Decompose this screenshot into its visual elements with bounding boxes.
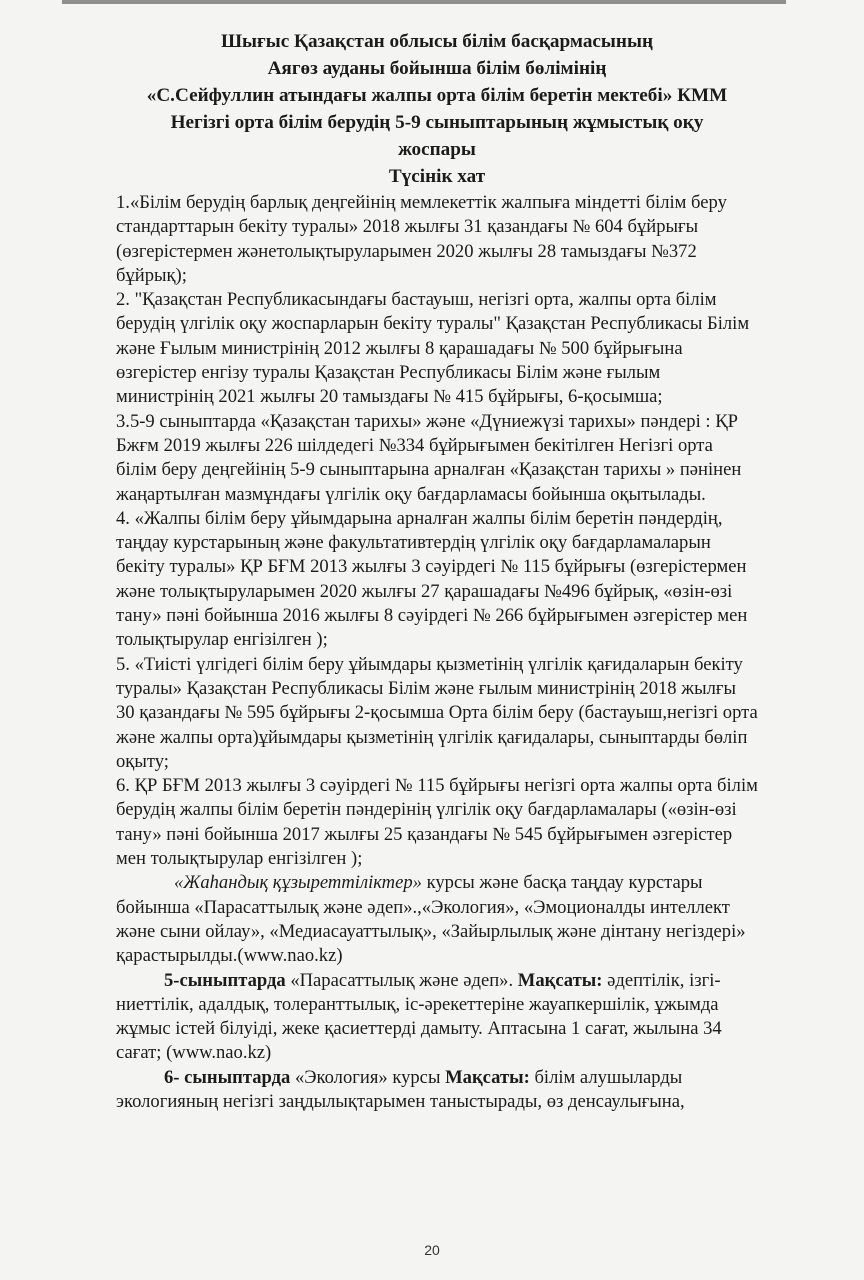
- grade-5-lead: 5-сыныптарда: [164, 969, 286, 991]
- list-item-6: 6. ҚР БҒМ 2013 жылғы 3 сәуірдегі № 115 бұйрығы негізгі орта жалпы орта білім берудің жалпы білім беретін пәндерінің үлгілік оқу бағдарламалары («өзін-өзі тану» пәні бойынша 2017 жылғы 25 қазандағы № 545 бұйрығымен әзгерістер мен толықтырулар енгізілген );: [116, 775, 758, 870]
- grade-6-paragraph: [116, 1066, 758, 1115]
- header-line-4: Негізгі орта білім берудің 5-9 сыныптарының жұмыстық оқу: [170, 112, 704, 133]
- list-item-4: 4. «Жалпы білім беру ұйымдарына арналған жалпы білім беретін пәндердің, таңдау курстарының және факультативтердің үлгілік оқу бағдарламаларын бекіту туралы» ҚР БҒМ 2013 жылғы 3 сәуірдегі № 115 бұйрығы (өзгерістермен және толықтыруларымен 2020 жылғы 27 қарашадағы №496 бұйрық, «өзін-өзі тану» пәні бойынша 2016 жылғы 8 сәуірдегі № 266 бұйрығымен әзгерістер мен толықтырулар енгізілген );: [116, 507, 748, 651]
- list-item-5: 5. «Тиісті үлгідегі білім беру ұйымдары қызметінің үлгілік қағидаларын бекіту туралы» Қазақстан Республикасы Білім және ғылым министрінің 2018 жылғы 30 қазандағы № 595 бұйрығы 2-қосымша Орта білім беру (бастауыш,негізгі орта және жалпы орта)ұйымдары қызметінің үлгілік қағидалары, сыныптарды бөліп оқыту;: [116, 653, 758, 772]
- document-body: [116, 191, 758, 1114]
- header-line-2: Аягөз ауданы бойынша білім бөлімінің: [267, 58, 607, 79]
- grade-5-course: «Парасаттылық және әдеп».: [285, 969, 518, 991]
- grade-5-text: әдептілік, ізгі-ниеттілік, адалдық, толеранттылық, іс-әрекеттеріне жауапкершілік, ұжымда жұмыс істей білуіді, жеке қасиеттерді дамыту. Аптасына 1 сағат, жылына 34 сағат; (www.nao.kz): [116, 969, 722, 1064]
- grade-5-goal-label: Мақсаты:: [517, 969, 603, 991]
- section-title: Түсінік хат: [388, 166, 486, 187]
- grade-6-goal-label: Мақсаты:: [445, 1066, 530, 1088]
- header-line-3: «С.Сейфуллин атындағы жалпы орта білім беретін мектебі» КММ: [146, 85, 728, 106]
- list-item-2: 2. "Қазақстан Республикасындағы бастауыш, негізгі орта, жалпы орта білім берудің үлгілік оқу жоспарларын бекіту туралы" Қазақстан Республикасы Білім және Ғылым министрінің 2012 жылғы 8 қарашадағы № 500 бұйрығына өзгерістер енгізу туралы Қазақстан Республикасы Білім және ғылым министрінің 2021 жылғы 20 тамыздағы № 415 бұйрығы, 6-қосымша;: [116, 289, 750, 408]
- list-item-1: 1.«Білім берудің барлық деңгейінің мемлекеттік жалпыға міндетті білім беру стандарттарын бекіту туралы» 2018 жылғы 31 қазандағы № 604 бұйрығы (өзгерістермен жәнетолықтыруларымен 2020 жылғы 28 тамыздағы №372 бұйрық);: [116, 192, 727, 286]
- global-competencies-paragraph: [116, 871, 758, 968]
- list-item-3: 3.5-9 сыныптарда «Қазақстан тарихы» және «Дүниежүзі тарихы» пәндері : ҚР Бжғм 2019 жылғы 226 шілдедегі №334 бұйрығымен бекітілген Негізгі орта білім беру деңгейінің 5-9 сыныптарына арналған «Қазақстан тарихы » пәнінен жаңартылған мазмұндағы үлгілік оқу бағдарламасы бойынша оқытылады.: [116, 410, 742, 505]
- header-line-1: Шығыс Қазақстан облысы білім басқармасының: [220, 31, 654, 52]
- grade-6-text: білім алушыларды экологияның негізгі заңдылықтарымен таныстырады, өз денсаулығына,: [116, 1066, 685, 1112]
- document-page: [116, 28, 758, 1114]
- grade-6-course: «Экология» курсы: [290, 1066, 446, 1088]
- global-competencies-title: «Жаһандық құзыреттіліктер»: [174, 872, 422, 894]
- global-competencies-text: курсы және басқа таңдау курстары бойынша «Парасаттылық және әдеп».,«Экология», «Эмоционалды интеллект және сыни ойлау», «Медиасауаттылық», «Зайырлылық және дінтану негіздері» қарастырылды.(www.nao.kz): [116, 872, 746, 967]
- header-line-5: жоспары: [398, 139, 476, 160]
- scan-top-edge: [62, 0, 786, 4]
- page-number: 20: [424, 1242, 440, 1258]
- grade-6-lead: 6- сыныптарда: [164, 1066, 291, 1088]
- grade-5-paragraph: [116, 969, 758, 1066]
